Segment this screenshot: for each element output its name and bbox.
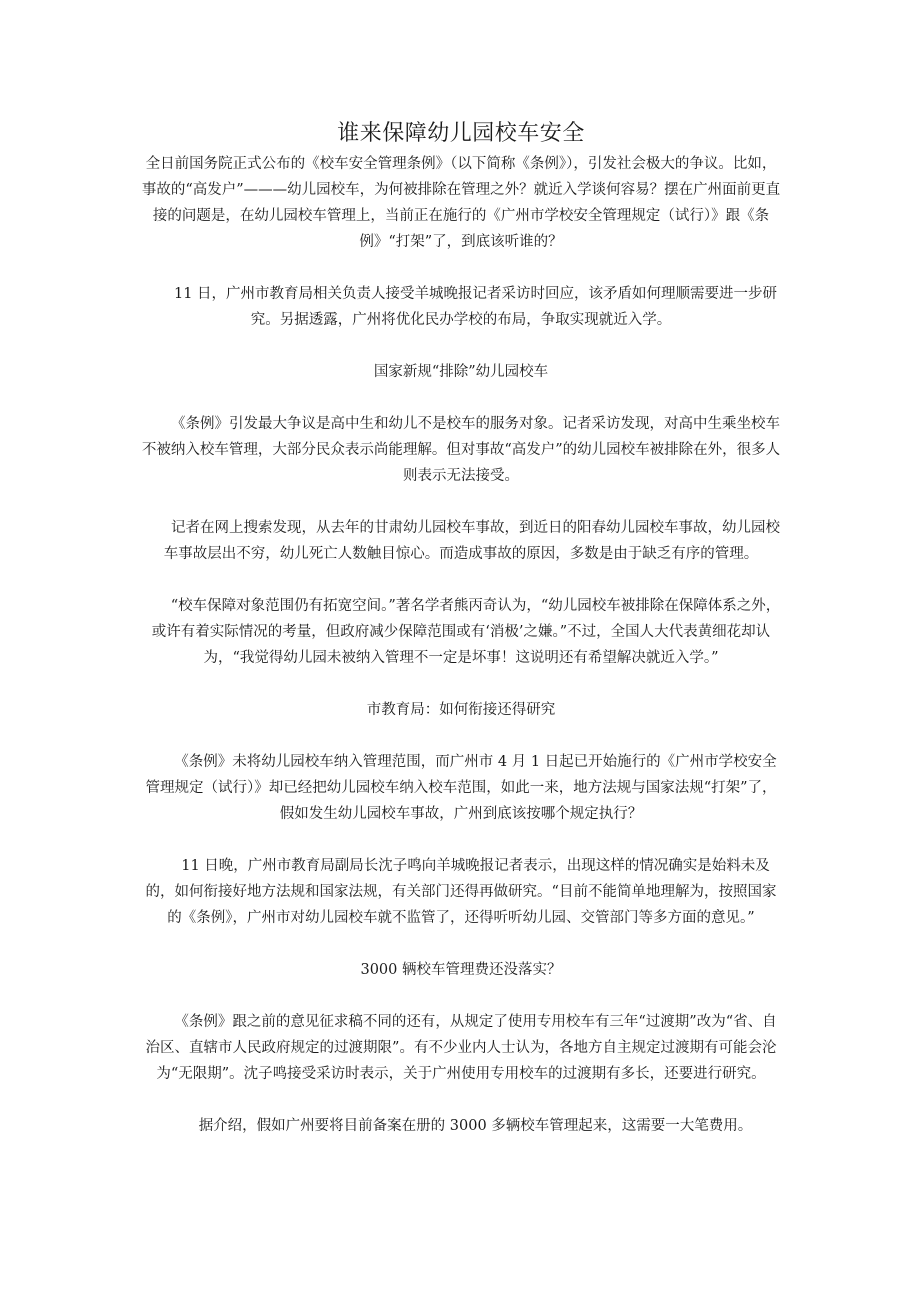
intro-paragraph: 全日前国务院正式公布的《校车安全管理条例》（以下简称《条例》），引发社会极大的争议。比如，事故的“高发户”———幼儿园校车，为何被排除在管理之外？就近入学谈何容易？摆在广州面前更直接的问题是，在幼儿园校车管理上，当前正在施行的《广州市学校安全管理规定（试行）》跟《条例》“打架”了，到底该听谁的？: [141, 156, 781, 250]
document-title: 谁来保障幼儿园校车安全: [337, 121, 585, 146]
document-page: [140, 118, 782, 1139]
section-1-paragraph-3: “校车保障对象范围仍有拓宽空间。”著名学者熊丙奇认为，“幼儿园校车被排除在保障体系之外，或许有着实际情况的考量，但政府减少保障范围或有‘消极’之嫌。”不过，全国人大代表黄细花却认为，“我觉得幼儿园未被纳入管理不一定是坏事！这说明还有希望解决就近入学。”: [151, 598, 781, 666]
section-3-paragraph-1: 《条例》跟之前的意见征求稿不同的还有，从规定了使用专用校车有三年“过渡期”改为“省、自治区、直辖市人民政府规定的过渡期限”。有不少业内人士认为，各地方自主规定过渡期有可能会沦为“无限期”。沈子鸣接受采访时表示，关于广州使用专用校车的过渡期有多长，还要进行研究。: [145, 1014, 777, 1082]
section-1-heading: 国家新规“排除”幼儿园校车: [373, 364, 549, 380]
section-2-heading: 市教育局：如何衔接还得研究: [366, 702, 556, 718]
section-1-paragraph-2: 记者在网上搜索发现，从去年的甘肃幼儿园校车事故，到近日的阳春幼儿园校车事故，幼儿园校车事故层出不穷，幼儿死亡人数触目惊心。而造成事故的原因，多数是由于缺乏有序的管理。: [163, 520, 780, 562]
paragraph-1: 11 日，广州市教育局相关负责人接受羊城晚报记者采访时回应，该矛盾如何理顺需要进一步研究。另据透露，广州将优化民办学校的布局，争取实现就近入学。: [173, 286, 778, 328]
section-3-paragraph-2: 据介绍，假如广州要将目前备案在册的 3000 多辆校车管理起来，这需要一大笔费用。: [198, 1118, 753, 1134]
section-1-paragraph-1: 《条例》引发最大争议是高中生和幼儿不是校车的服务对象。记者采访发现，对高中生乘坐校车不被纳入校车管理，大部分民众表示尚能理解。但对事故“高发户”的幼儿园校车被排除在外，很多人则表示无法接受。: [141, 416, 781, 484]
section-2-paragraph-1: 《条例》未将幼儿园校车纳入管理范围，而广州市 4 月 1 日起已开始施行的《广州市学校安全管理规定（试行）》却已经把幼儿园校车纳入校车范围，如此一来，地方法规与国家法规“打架”了，假如发生幼儿园校车事故，广州到底该按哪个规定执行？: [145, 754, 777, 822]
section-2-paragraph-2: 11 日晚，广州市教育局副局长沈子鸣向羊城晚报记者表示，出现这样的情况确实是始料未及的，如何衔接好地方法规和国家法规，有关部门还得再做研究。“目前不能简单地理解为，按照国家的《条例》，广州市对幼儿园校车就不监管了，还得听听幼儿园、交管部门等多方面的意见。”: [145, 858, 777, 926]
section-3-heading: 3000 辆校车管理费还没落实？: [360, 962, 562, 978]
